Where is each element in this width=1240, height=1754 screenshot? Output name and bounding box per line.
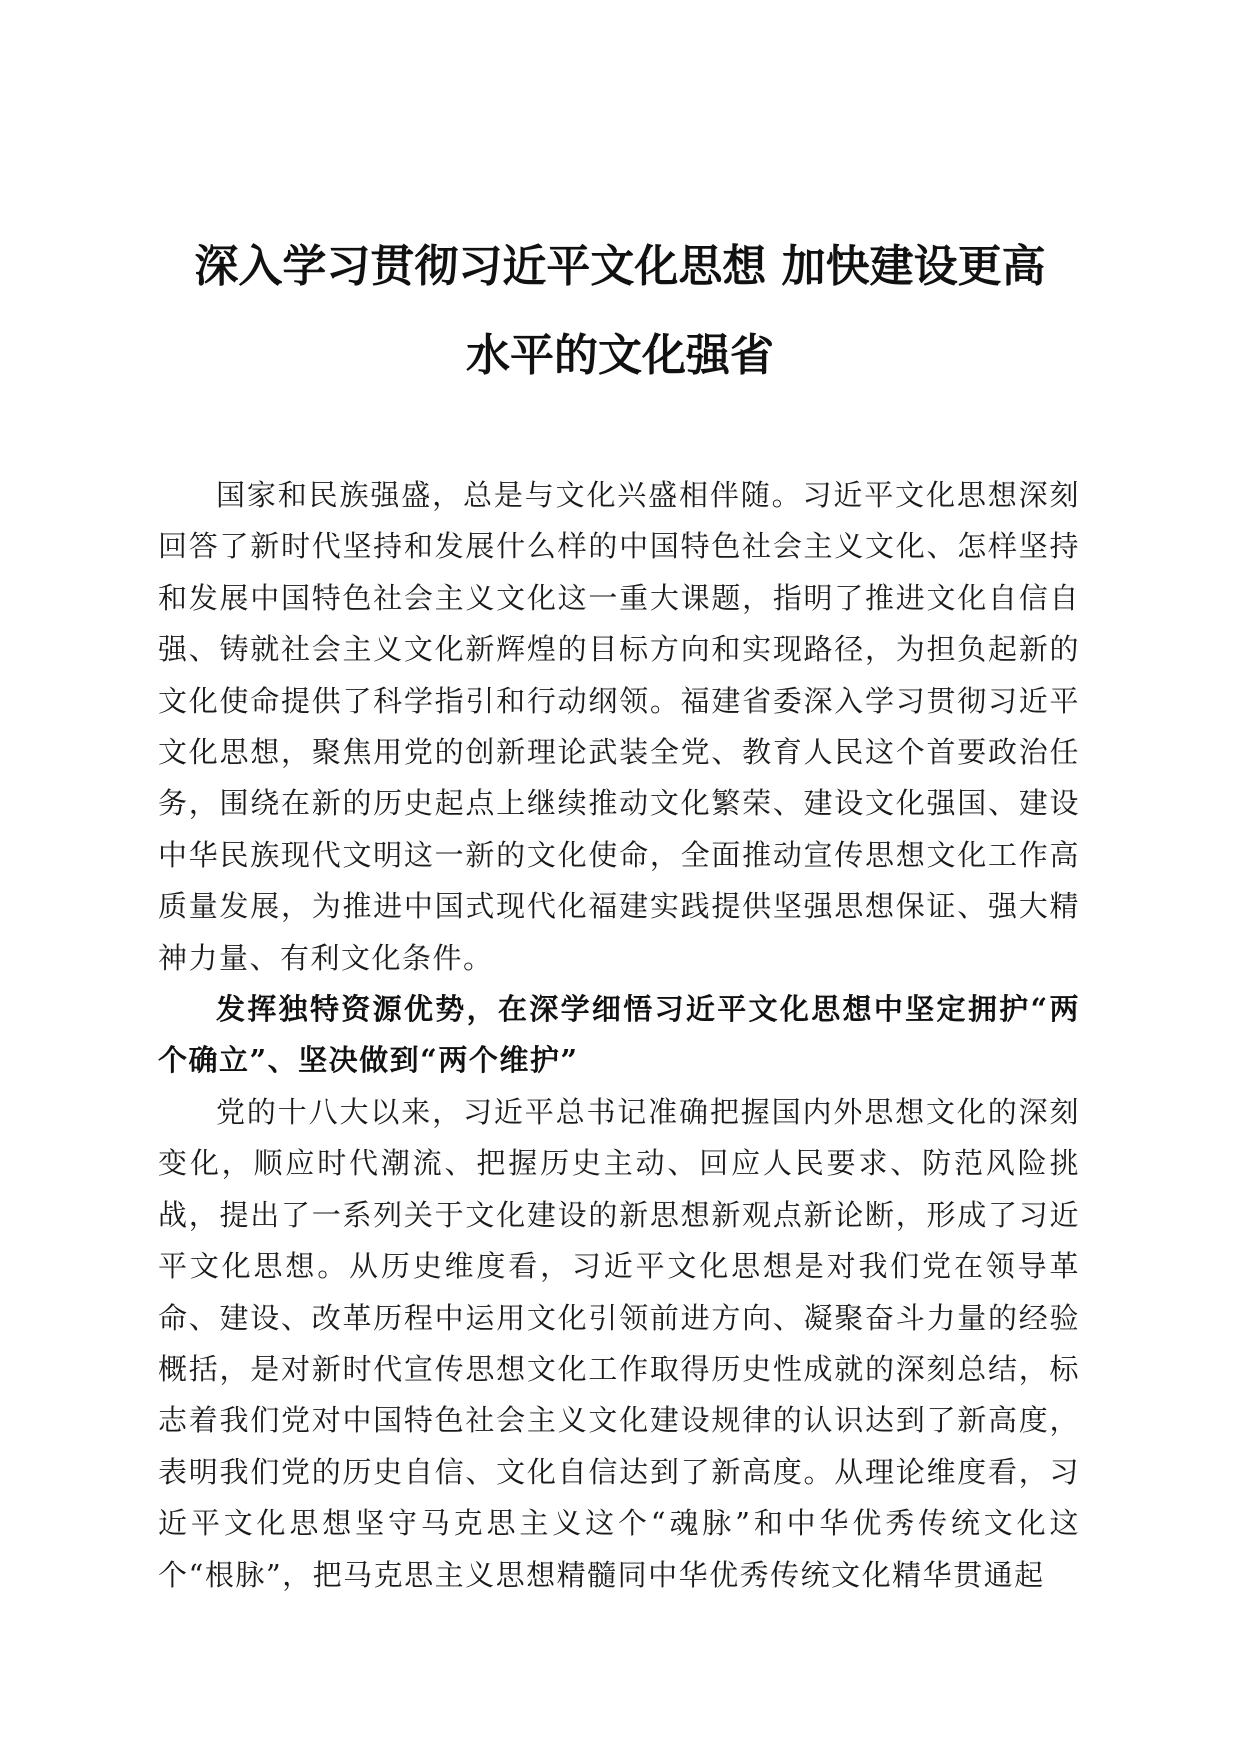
document-body [158,470,1080,1601]
section-heading-1: 发挥独特资源优势，在深学细悟习近平文化思想中坚定拥护“两个确立”、坚决做到“两个维护” [158,992,1080,1078]
document-title [150,222,1090,400]
title-line-2: 水平的文化强省 [466,330,774,381]
title-line-1: 深入学习贯彻习近平文化思想 加快建设更高 [194,241,1046,292]
paragraph-section-1: 党的十八大以来，习近平总书记准确把握国内外思想文化的深刻变化，顺应时代潮流、把握历史主动、回应人民要求、防范风险挑战，提出了一系列关于文化建设的新思想新观点新论断，形成了习近平文化思想。从历史维度看，习近平文化思想是对我们党在领导革命、建设、改革历程中运用文化引领前进方向、凝聚奋斗力量的经验概括，是对新时代宣传思想文化工作取得历史性成就的深刻总结，标志着我们党对中国特色社会主义文化建设规律的认识达到了新高度，表明我们党的历史自信、文化自信达到了新高度。从理论维度看，习近平文化思想坚守马克思主义这个“魂脉”和中华优秀传统文化这个“根脉”，把马克思主义思想精髓同中华优秀传统文化精华贯通起 [158,1094,1080,1592]
paragraph-intro: 国家和民族强盛，总是与文化兴盛相伴随。习近平文化思想深刻回答了新时代坚持和发展什么样的中国特色社会主义文化、怎样坚持和发展中国特色社会主义文化这一重大课题，指明了推进文化自信自强、铸就社会主义文化新辉煌的目标方向和实现路径，为担负起新的文化使命提供了科学指引和行动纲领。福建省委深入学习贯彻习近平文化思想，聚焦用党的创新理论武装全党、教育人民这个首要政治任务，围绕在新的历史起点上继续推动文化繁荣、建设文化强国、建设中华民族现代文明这一新的文化使命，全面推动宣传思想文化工作高质量发展，为推进中国式现代化福建实践提供坚强思想保证、强大精神力量、有利文化条件。 [158,478,1080,975]
